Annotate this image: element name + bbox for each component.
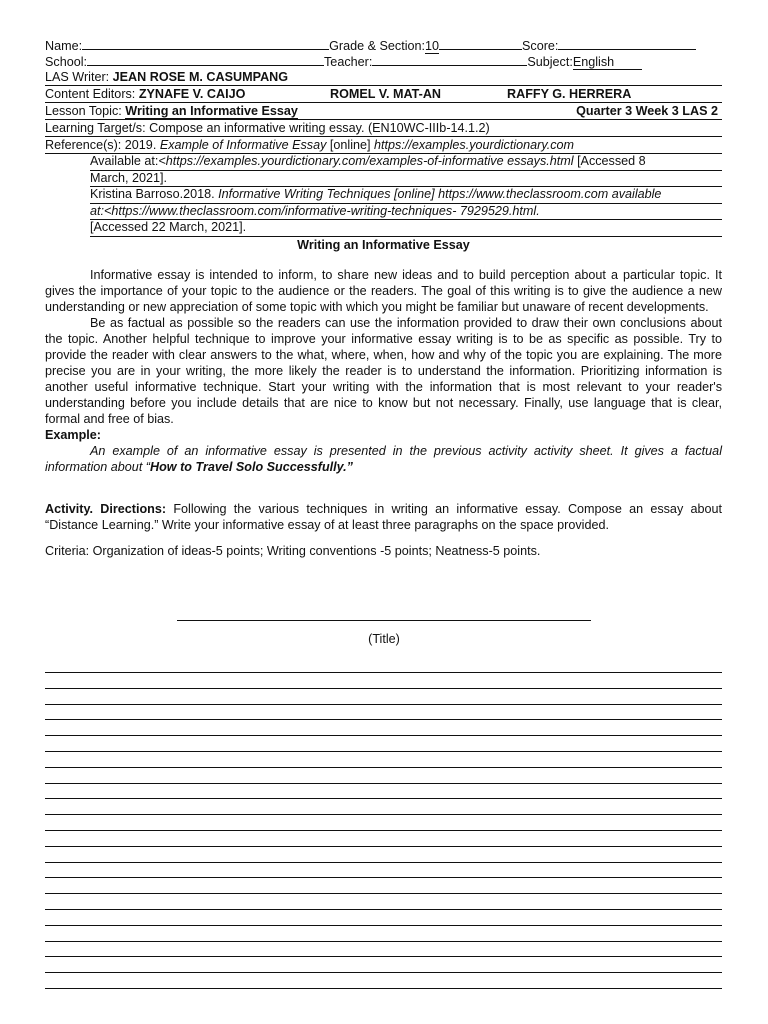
reference-1-accessed-a: [Accessed 8 (577, 154, 646, 168)
quarter-week-label: Quarter 3 Week 3 LAS 2 (576, 104, 718, 118)
writing-line[interactable] (45, 846, 722, 847)
name-row (45, 37, 722, 53)
example-bold-title: How to Travel Solo Successfully.” (150, 459, 353, 474)
reference-details (45, 154, 722, 237)
subject-value[interactable]: English (573, 55, 642, 70)
content-editor-3: RAFFY G. HERRERA (507, 87, 632, 101)
section-title: Writing an Informative Essay (297, 237, 470, 252)
grade-label: Grade & Section: (329, 39, 425, 53)
spacer (45, 533, 722, 543)
name-field[interactable] (82, 37, 329, 50)
las-writer-value: JEAN ROSE M. CASUMPANG (112, 70, 289, 84)
teacher-field[interactable] (372, 53, 527, 66)
reference-1-year: 2019. (124, 138, 157, 152)
writing-line[interactable] (45, 767, 722, 768)
example-paragraph (45, 443, 722, 475)
worksheet (45, 37, 722, 559)
reference-1-online: [online] (329, 138, 371, 152)
criteria-text: Criteria: Organization of ideas-5 points; Writing conventions -5 points; Neatness-5 points. (45, 543, 541, 558)
activity-text: Following the various techniques in writing an informative essay. Compose an essay about “Distance Learning.” Write your informative essay of at least three paragraphs on the space provided. (45, 501, 722, 532)
spacer (45, 475, 722, 501)
title-label: (Title) (368, 632, 400, 646)
content-editor-1: ZYNAFE V. CAIJO (138, 87, 246, 101)
references-row (45, 137, 722, 154)
paragraph-1: Informative essay is intended to inform, to share new ideas and to build perception about a particular topic. It gives the importance of your topic to the audience or the readers. The goal of this writing is to give the audience a new understanding or new appreciation of some topic with which you might be familiar but unaware of recent developments. (45, 267, 722, 314)
writing-line[interactable] (45, 751, 722, 752)
writing-line[interactable] (45, 830, 722, 831)
teacher-label: Teacher: (324, 55, 373, 69)
reference-1-available (90, 154, 722, 171)
las-writer-label: LAS Writer: (45, 70, 110, 84)
reference-2-url-row (90, 204, 722, 221)
writing-line[interactable] (45, 783, 722, 784)
lesson-topic-row (45, 103, 722, 120)
content-editors-label: Content Editors: (45, 87, 136, 101)
school-field[interactable] (87, 53, 324, 66)
school-row (45, 53, 722, 69)
reference-2-row (90, 187, 722, 204)
score-field[interactable] (558, 37, 696, 50)
writing-line[interactable] (45, 735, 722, 736)
writing-line[interactable] (45, 925, 722, 926)
writing-line[interactable] (45, 672, 722, 673)
writing-line[interactable] (45, 988, 722, 989)
references-label: Reference(s): (45, 138, 122, 152)
writing-line[interactable] (45, 704, 722, 705)
reference-2-url[interactable]: at:<https://www.theclassroom.com/informative-writing-techniques- 7929529.html. (90, 203, 540, 218)
reference-2-accessed-row (90, 220, 722, 237)
available-at-label: Available at: (90, 154, 159, 168)
reference-2-title[interactable]: Informative Writing Techniques [online] https://www.theclassroom.com available (218, 187, 662, 201)
learning-target-row (45, 120, 722, 137)
reference-2-author: Kristina Barroso.2018. (90, 187, 215, 201)
name-label: Name: (45, 39, 83, 53)
writing-line[interactable] (45, 893, 722, 894)
score-label: Score: (522, 39, 559, 53)
writing-line[interactable] (45, 956, 722, 957)
grade-value[interactable]: 10 (425, 39, 440, 53)
reference-1-accessed-b: March, 2021]. (90, 170, 168, 185)
writing-line[interactable] (45, 941, 722, 942)
example-text: An example of an informative essay is presented in the previous activity activity sheet. It gives a factual information about “ (45, 443, 722, 474)
learning-target-value: Compose an informative writing essay. (EN10WC-IIIb-14.1.2) (149, 121, 490, 135)
activity-directions (45, 501, 722, 533)
writing-line[interactable] (45, 972, 722, 973)
reference-1-accessed-row (90, 171, 722, 188)
content-editors-row (45, 86, 722, 103)
school-label: School: (45, 55, 88, 69)
reference-1-title: Example of Informative Essay (159, 138, 327, 152)
learning-target-label: Learning Target/s: (45, 121, 146, 135)
writing-line[interactable] (45, 877, 722, 878)
writing-line[interactable] (45, 719, 722, 720)
writing-line[interactable] (45, 909, 722, 910)
writing-line[interactable] (45, 798, 722, 799)
grade-field[interactable] (439, 37, 522, 50)
lesson-topic-label: Lesson Topic: (45, 104, 122, 118)
writing-line[interactable] (45, 814, 722, 815)
activity-label: Activity. Directions: (45, 501, 167, 516)
reference-1-url[interactable]: https://examples.yourdictionary.com (374, 138, 574, 152)
spacer (45, 253, 722, 267)
las-writer-row (45, 69, 722, 86)
content-editor-2: ROMEL V. MAT-AN (330, 87, 442, 101)
subject-label: Subject: (527, 55, 573, 69)
writing-line[interactable] (45, 862, 722, 863)
example-label: Example: (45, 427, 101, 442)
paragraph-2: Be as factual as possible so the readers can use the information provided to draw their own conclusions about the topic. Another helpful technique to improve your informative essay writing is to be as specific as possible. Try to provide the reader with clear answers to the what, where, when, how and why of the topic you are explaining. The more precise you are in your writing, the more likely the reader is to understand the information. Prioritizing information is another useful informative technique. Start your writing with the information that is most relevant to your reader's understanding before you include details that are nice to know but not necessary. Finally, use language that is clear, formal and free of bias. (45, 315, 722, 426)
title-input-line[interactable] (177, 620, 591, 621)
reference-2-accessed: [Accessed 22 March, 2021]. (90, 220, 247, 234)
lesson-topic-value: Writing an Informative Essay (125, 104, 298, 118)
writing-line[interactable] (45, 688, 722, 689)
reference-1-available-url[interactable]: <https://examples.yourdictionary.com/examples-of-informative essays.html (158, 154, 574, 168)
